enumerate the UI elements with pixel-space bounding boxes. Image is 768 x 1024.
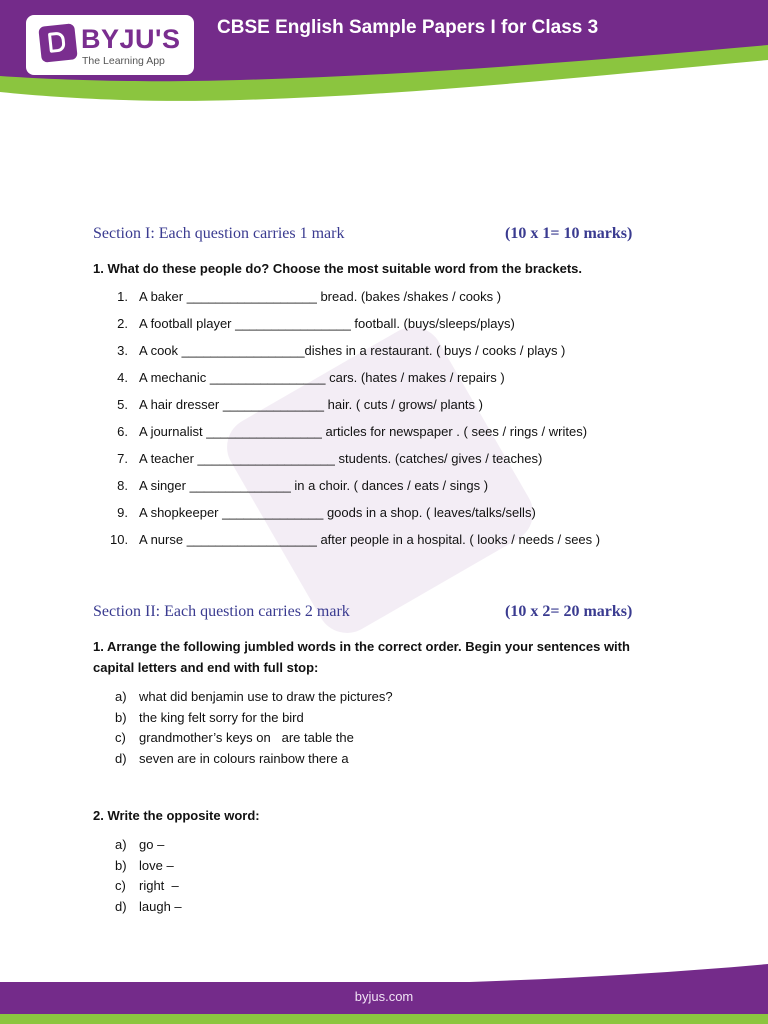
footer-green-strip <box>0 1014 768 1024</box>
section-1-title: Section I: Each question carries 1 mark <box>93 225 345 242</box>
list-item: 2. A football player ________________ football. (buys/sleeps/plays) <box>117 316 515 331</box>
section-2-list-2 <box>115 837 182 920</box>
list-item: b) love – <box>115 857 174 873</box>
list-item: c) right – <box>115 878 179 894</box>
section-2-title: Section II: Each question carries 2 mark <box>93 603 350 620</box>
list-item: 5. A hair dresser ______________ hair. ( cuts / grows/ plants ) <box>117 397 483 412</box>
list-item: 6. A journalist ________________ articles for newspaper . ( sees / rings / writes) <box>117 424 588 439</box>
list-item: d) seven are in colours rainbow there a <box>115 751 349 767</box>
list-item: b) the king felt sorry for the bird <box>115 709 304 725</box>
section-2-list-1 <box>115 689 393 772</box>
section-2-marks: (10 x 2= 20 marks) <box>505 603 633 620</box>
section-1-marks: (10 x 1= 10 marks) <box>505 225 633 242</box>
list-item: d) laugh – <box>115 899 182 915</box>
footer-link[interactable]: byjus.com <box>354 989 414 1004</box>
byjus-logo-icon <box>38 23 78 63</box>
list-item: 7. A teacher ___________________ students. (catches/ gives / teaches) <box>117 451 543 466</box>
brand-name: BYJU'S <box>81 24 181 54</box>
list-item: a) go – <box>115 837 165 852</box>
section-2-heading <box>93 603 653 621</box>
brand-logo[interactable] <box>26 15 194 75</box>
section-2-question-2: 2. Write the opposite word: <box>93 808 260 823</box>
section-2-question-1: 1. Arrange the following jumbled words in the correct order. Begin your sentences with capital letters and end with full stop: <box>93 639 630 675</box>
section-1-question: 1. What do these people do? Choose the most suitable word from the brackets. <box>93 261 583 276</box>
list-item: 3. A cook _________________dishes in a restaurant. ( buys / cooks / plays ) <box>117 343 566 358</box>
list-item: 9. A shopkeeper ______________ goods in a shop. ( leaves/talks/sells) <box>117 505 536 520</box>
page-title: CBSE English Sample Papers I for Class 3 <box>217 17 599 38</box>
list-item: 1. A baker __________________ bread. (bakes /shakes / cooks ) <box>117 289 502 304</box>
brand-tagline: The Learning App <box>82 55 165 67</box>
list-item: 4. A mechanic ________________ cars. (hates / makes / repairs ) <box>117 370 505 385</box>
list-item: c) grandmother’s keys on are table the <box>115 730 354 746</box>
list-item: 8. A singer ______________ in a choir. ( dances / eats / sings ) <box>117 478 489 493</box>
list-item: a) what did benjamin use to draw the pictures? <box>115 689 393 704</box>
list-item: 10. A nurse __________________ after people in a hospital. ( looks / needs / sees ) <box>110 532 601 547</box>
section-1-heading <box>93 225 653 243</box>
section-1-list <box>110 289 600 559</box>
